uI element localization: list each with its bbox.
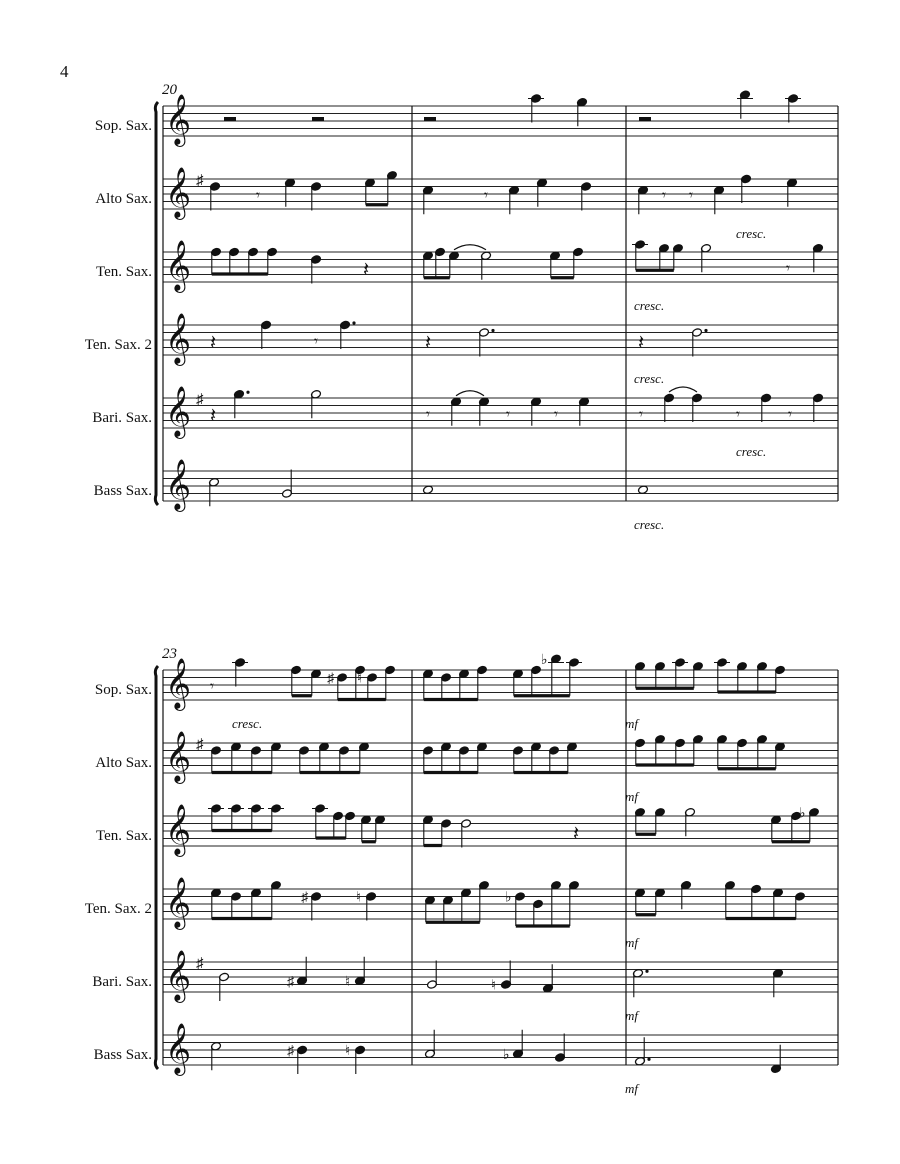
tie [669, 387, 697, 392]
quarter-rest: 𝄽 [573, 823, 580, 845]
half-rest [639, 117, 651, 121]
key-signature-sharp: ♯ [196, 173, 204, 189]
treble-clef: 𝄞 [165, 168, 192, 217]
tie [454, 245, 486, 250]
instrument-label: Sop. Sax. [94, 682, 152, 698]
accidental: ♮ [491, 978, 497, 994]
dynamic-marking: mf [625, 716, 638, 731]
note-dot [704, 329, 707, 332]
instrument-label: Ten. Sax. [95, 828, 152, 844]
eighth-rest: 𝄾 [689, 188, 693, 204]
note-dot [645, 970, 648, 973]
instrument-label: Ten. Sax. 2 [84, 901, 152, 917]
eighth-rest: 𝄾 [256, 188, 260, 204]
treble-clef: 𝄞 [165, 878, 192, 927]
quarter-rest: 𝄽 [425, 332, 432, 354]
accidental: ♯ [327, 671, 334, 687]
accidental: ♭ [505, 890, 512, 906]
treble-clef: 𝄞 [165, 1024, 192, 1073]
eighth-rest: 𝄾 [736, 407, 740, 423]
dynamic-marking: cresc. [634, 517, 665, 532]
eighth-rest: 𝄾 [786, 261, 790, 277]
accidental: ♭ [541, 652, 548, 668]
accidental: ♮ [356, 890, 362, 906]
measure-number: 23 [162, 646, 177, 662]
tie [456, 391, 484, 396]
treble-clef: 𝄞 [165, 805, 192, 854]
eighth-rest: 𝄾 [788, 407, 792, 423]
accidental: ♭ [503, 1047, 510, 1063]
eighth-rest: 𝄾 [426, 407, 430, 423]
treble-clef: 𝄞 [165, 95, 192, 144]
dynamic-marking: cresc. [232, 716, 263, 731]
eighth-rest: 𝄾 [314, 334, 318, 350]
quarter-rest: 𝄽 [210, 332, 217, 354]
accidental: ♮ [357, 671, 363, 687]
treble-clef: 𝄞 [165, 951, 192, 1000]
dynamic-marking: mf [625, 935, 638, 950]
half-rest [224, 117, 236, 121]
dynamic-marking: cresc. [736, 444, 767, 459]
instrument-label: Bari. Sax. [92, 974, 152, 990]
quarter-rest: 𝄽 [638, 332, 645, 354]
quarter-rest: 𝄽 [210, 405, 217, 427]
treble-clef: 𝄞 [165, 659, 192, 708]
note-dot [246, 391, 249, 394]
instrument-label: Ten. Sax. [95, 264, 152, 280]
accidental: ♯ [301, 890, 308, 906]
eighth-rest: 𝄾 [554, 407, 558, 423]
measure-number: 20 [162, 82, 177, 98]
instrument-label: Sop. Sax. [94, 118, 152, 134]
instrument-label: Bass Sax. [93, 1047, 152, 1063]
dynamic-marking: cresc. [634, 298, 665, 313]
key-signature-sharp: ♯ [196, 392, 204, 408]
system-bracket [155, 102, 158, 505]
half-rest [424, 117, 436, 121]
instrument-label: Bass Sax. [93, 483, 152, 499]
treble-clef: 𝄞 [165, 314, 192, 363]
eighth-rest: 𝄾 [506, 407, 510, 423]
page-number: 4 [60, 62, 69, 81]
key-signature-sharp: ♯ [196, 956, 204, 972]
accidental: ♮ [345, 974, 351, 990]
dynamic-marking: mf [625, 1081, 638, 1096]
accidental: ♭ [799, 806, 806, 822]
dynamic-marking: mf [625, 789, 638, 804]
treble-clef: 𝄞 [165, 387, 192, 436]
accidental: ♯ [287, 974, 294, 990]
eighth-rest: 𝄾 [662, 188, 666, 204]
dynamic-marking: mf [625, 1008, 638, 1023]
accidental: ♯ [287, 1044, 294, 1059]
treble-clef: 𝄞 [165, 460, 192, 509]
eighth-rest: 𝄾 [639, 407, 643, 423]
dynamic-marking: cresc. [736, 226, 767, 241]
instrument-label: Bari. Sax. [92, 410, 152, 426]
note-dot [647, 1058, 650, 1061]
half-rest [312, 117, 324, 121]
dynamic-marking: cresc. [634, 371, 665, 386]
instrument-label: Alto Sax. [95, 755, 152, 771]
treble-clef: 𝄞 [165, 241, 192, 290]
eighth-rest: 𝄾 [484, 188, 488, 204]
eighth-rest: 𝄾 [210, 679, 214, 695]
quarter-rest: 𝄽 [363, 259, 370, 281]
instrument-label: Ten. Sax. 2 [84, 337, 152, 353]
note-dot [352, 321, 355, 324]
system-bracket [155, 666, 158, 1069]
accidental: ♮ [345, 1044, 351, 1059]
instrument-label: Alto Sax. [95, 191, 152, 207]
note-dot [491, 329, 494, 332]
key-signature-sharp: ♯ [196, 737, 204, 753]
treble-clef: 𝄞 [165, 732, 192, 781]
